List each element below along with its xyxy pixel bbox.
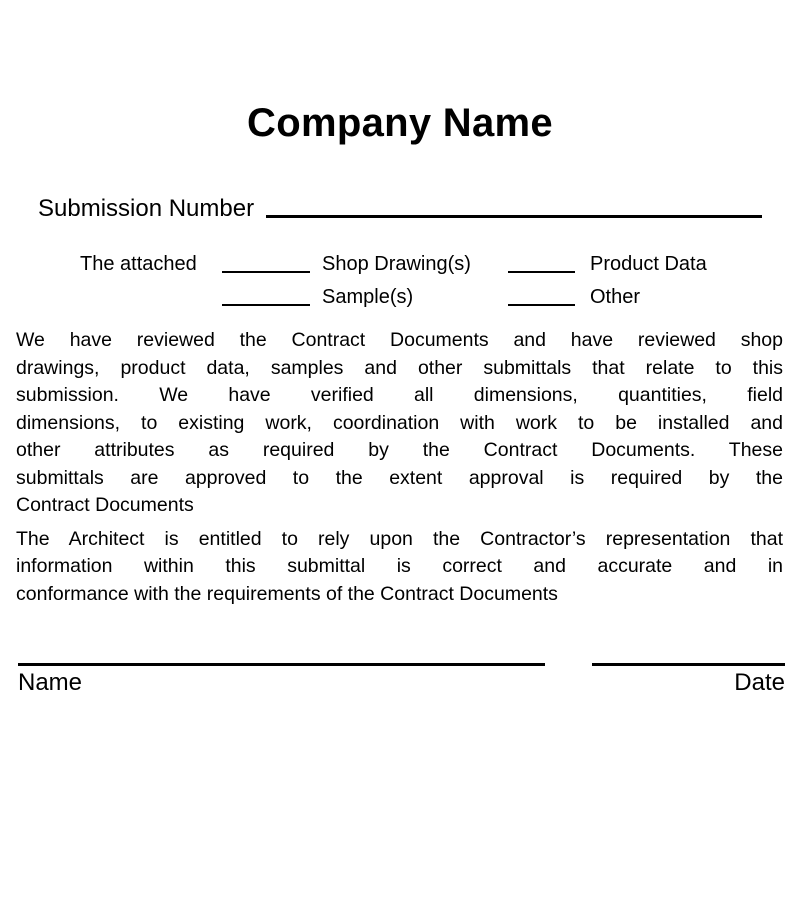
signature-section [18,663,785,697]
other-label: Other [590,286,641,308]
paragraph-line: The Architect is entitled to rely upon the Contractor’s representation that [16,527,783,550]
paragraph-line: We have reviewed the Contract Documents and have reviewed shop [16,329,783,351]
paragraph-line: submission. We have verified all dimensions, quantities, field [16,384,783,406]
attached-cell [222,248,322,281]
submittal-stamp-document [0,100,800,697]
attached-cell [508,248,590,281]
paragraph-line: conformance with the requirements of the Contract Documents [16,582,558,605]
page-title: Company Name [247,101,553,145]
attached-cell [222,281,322,314]
submission-number-row [38,194,762,224]
review-statement-paragraph [16,327,783,520]
other-blank[interactable] [508,304,575,306]
samples-label: Sample(s) [322,286,414,308]
attached-cell [508,281,590,314]
paragraph-line: Contract Documents [16,494,194,516]
name-signature-line[interactable] [18,663,545,666]
paragraph-line: information within this submittal is correct and accurate and in [16,555,783,577]
date-signature-block [592,663,785,697]
submission-number-label: Submission Number [38,195,255,222]
date-signature-line[interactable] [592,663,785,666]
product-data-label: Product Data [590,253,707,275]
paragraph-line: submittals are approved to the extent approval is required by the [16,466,783,489]
paragraph-line: dimensions, to existing work, coordination with work to be installed and [16,411,783,434]
paragraph-line: other attributes as required by the Contract Documents. These [16,439,783,461]
samples-blank[interactable] [222,304,310,306]
paragraph-line: drawings, product data, samples and other submittals that relate to this [16,356,783,379]
attached-cell-empty [80,281,222,314]
name-signature-block [18,663,545,697]
product-data-blank[interactable] [508,271,575,273]
name-label: Name [18,669,83,696]
architect-reliance-paragraph [16,526,783,609]
attached-section [80,248,762,314]
attached-prefix-label: The attached [80,253,197,275]
shop-drawings-blank[interactable] [222,271,310,273]
shop-drawings-label: Shop Drawing(s) [322,253,471,275]
submission-number-blank[interactable] [266,215,762,218]
date-label: Date [734,669,785,696]
